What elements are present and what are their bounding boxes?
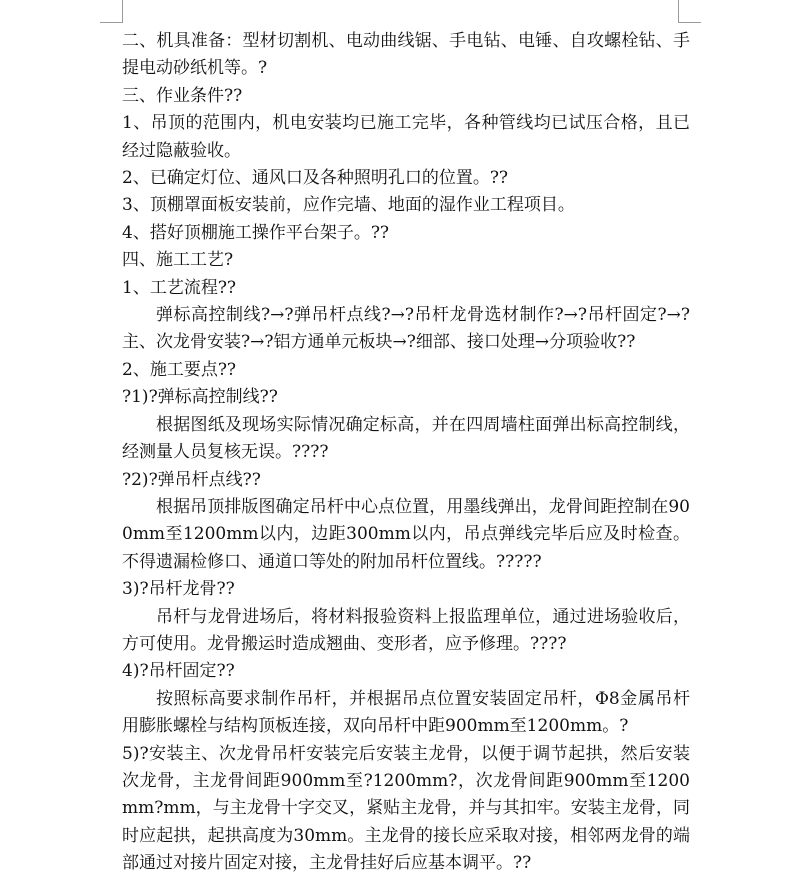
margin-corner-top-left-h <box>100 22 123 23</box>
paragraph: 四、施工工艺? <box>122 250 234 271</box>
margin-corner-top-right <box>678 0 679 22</box>
document-body <box>122 28 690 878</box>
paragraph: 4)?吊杆固定?? <box>122 661 235 682</box>
paragraph: 4、搭好顶棚施工操作平台架子。?? <box>122 222 390 243</box>
paragraph: ?1)?弹标高控制线?? <box>122 387 278 408</box>
margin-corner-top-right-h <box>678 22 701 23</box>
paragraph: 二、机具准备：型材切割机、电动曲线锯、手电钻、电锤、自攻螺栓钻、手提电动砂纸机等。? <box>122 31 690 79</box>
paragraph: 吊杆与龙骨进场后，将材料报验资料上报监理单位，通过进场验收后，方可使用。龙骨搬运时造成翘曲、变形者，应予修理。???? <box>122 606 690 654</box>
paragraph: 2、已确定灯位、通风口及各种照明孔口的位置。?? <box>122 168 509 189</box>
paragraph: 弹标高控制线?→?弹吊杆点线?→?吊杆龙骨选材制作?→?吊杆固定?→?主、次龙骨安装?→?铝方通单元板块→?细部、接口处理→分项验收?? <box>122 305 690 353</box>
paragraph: 根据图纸及现场实际情况确定标高，并在四周墙柱面弹出标高控制线，经测量人员复核无误。???? <box>122 414 690 463</box>
paragraph: 按照标高要求制作吊杆，并根据吊点位置安装固定吊杆，Φ8金属吊杆用膨胀螺栓与结构顶板连接，双向吊杆中距900mm至1200mm。? <box>122 688 690 737</box>
paragraph: 3)?吊杆龙骨?? <box>122 579 235 600</box>
paragraph: 三、作业条件?? <box>122 85 243 106</box>
paragraph: 根据吊顶排版图确定吊杆中心点位置，用墨线弹出，龙骨间距控制在900mm至1200mm以内，边距300mm以内，吊点弹线完毕后应及时检查。不得遗漏检修口、通道口等处的附加吊杆位置线。????? <box>122 496 690 572</box>
paragraph: 1、吊顶的范围内，机电安装均已施工完毕，各种管线均已试压合格，且已经过隐蔽验收。 <box>122 113 690 161</box>
margin-corner-top-left <box>122 0 123 22</box>
paragraph: 5)?安装主、次龙骨吊杆安装完后安装主龙骨，以便于调节起拱，然后安装次龙骨，主龙骨间距900mm至?1200mm?，次龙骨间距900mm至1200mm?mm，与主龙骨十字交叉，紧贴主龙骨，并与其扣牢。安装主龙骨，同时应起拱，起拱高度为30mm。主龙骨的接长应采取对接，相邻两龙骨的端部通过对接片固定对接，主龙骨挂好后应基本调平。?? <box>122 743 690 874</box>
paragraph: 2、施工要点?? <box>122 359 237 380</box>
paragraph: 1、工艺流程?? <box>122 277 237 298</box>
paragraph: ?2)?弹吊杆点线?? <box>122 469 261 490</box>
paragraph: 3、顶棚罩面板安装前，应作完墙、地面的湿作业工程项目。 <box>122 195 575 216</box>
